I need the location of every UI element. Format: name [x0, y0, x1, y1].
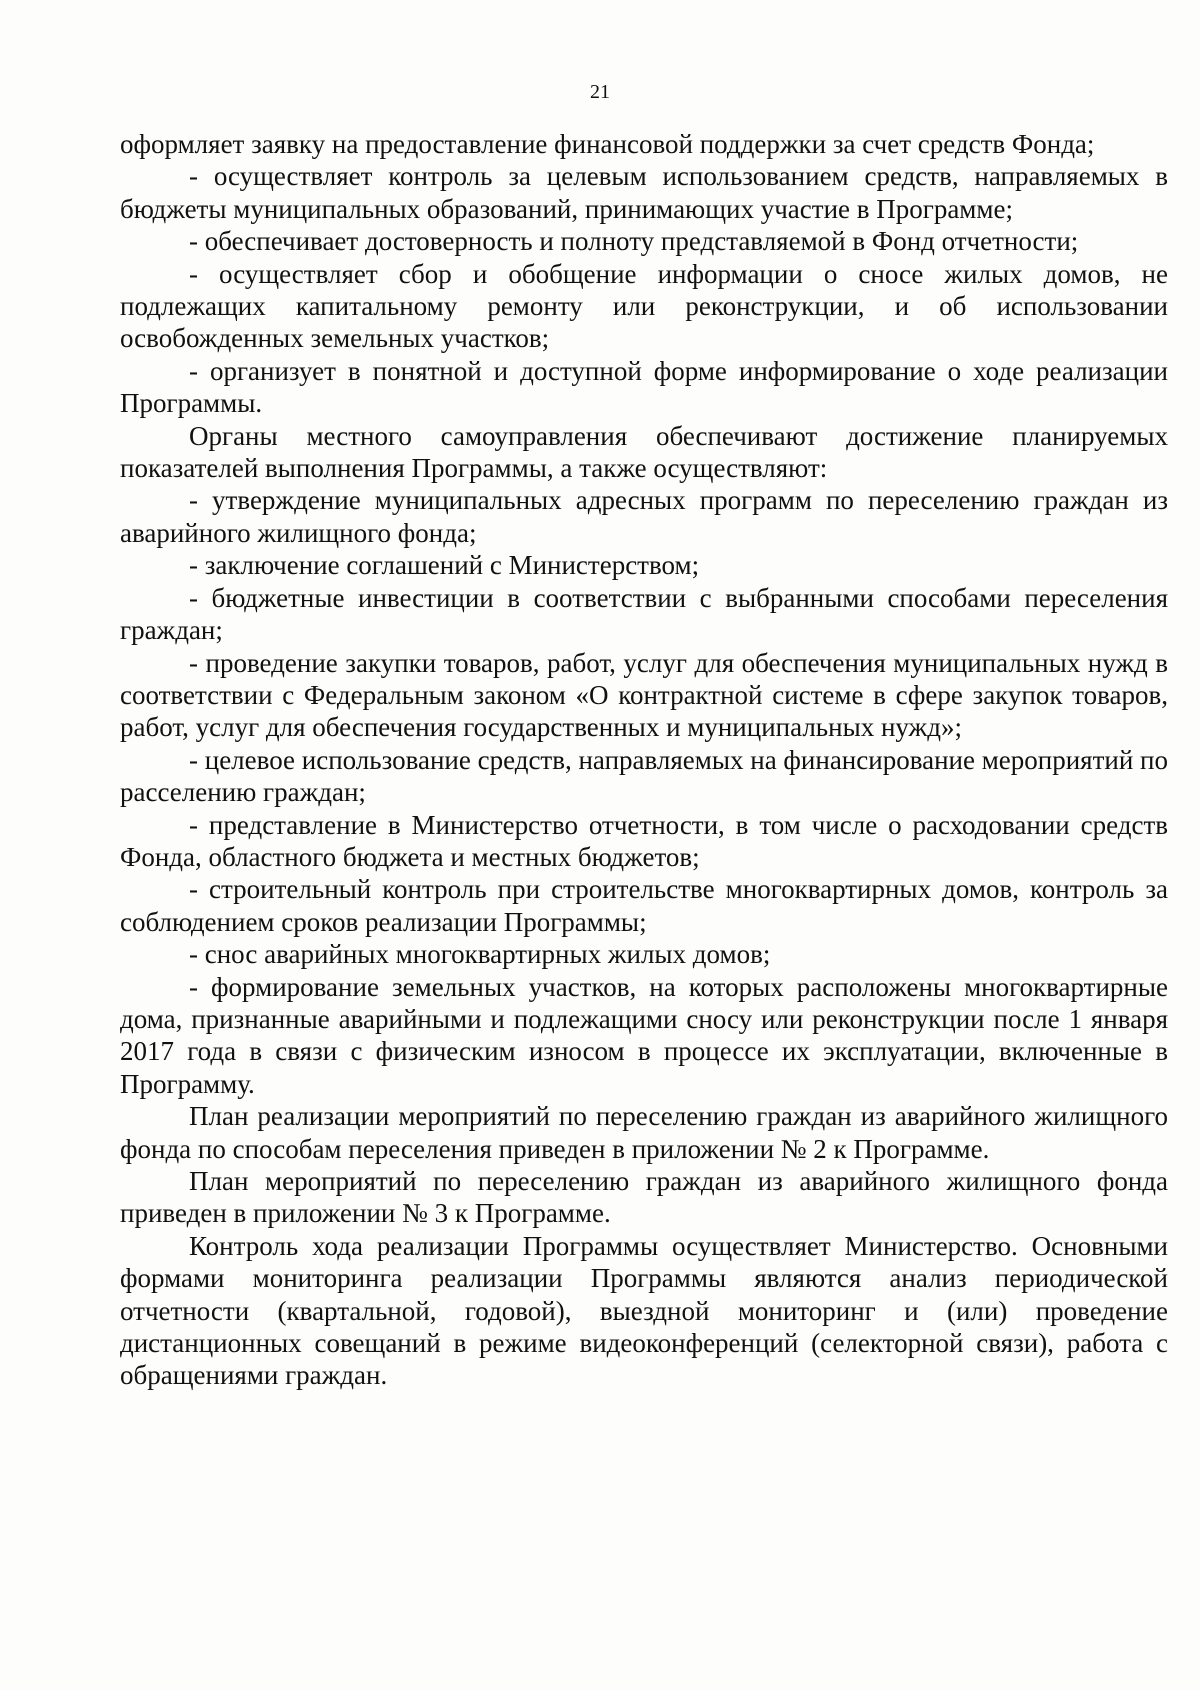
- paragraph-control-budget: - осуществляет контроль за целевым использованием средств, направляемых в бюджеты муниципальных образований, принимающих участие в Программе;: [120, 161, 1168, 224]
- paragraph-construction-control: - строительный контроль при строительстве многоквартирных домов, контроль за соблюдением сроков реализации Программы;: [120, 874, 1168, 937]
- paragraph-land-plots: - формирование земельных участков, на которых расположены многоквартирные дома, признанные аварийными и подлежащими сносу или реконструкции после 1 января 2017 года в связи с физическим износом в процессе их эксплуатации, включенные в Программу.: [120, 971, 1168, 1099]
- paragraph-budget-investments: - бюджетные инвестиции в соответствии с выбранными способами переселения граждан;: [120, 582, 1168, 646]
- paragraph-targeted-use: - целевое использование средств, направляемых на финансирование мероприятий по расселению граждан;: [120, 744, 1168, 808]
- paragraph-procurement: - проведение закупки товаров, работ, услуг для обеспечения муниципальных нужд в соответствии с Федеральным законом «О контрактной системе в сфере закупок товаров, работ, услуг для обеспечения государственных и муниципальных нужд»;: [120, 647, 1168, 743]
- paragraph-demolition-info: - осуществляет сбор и обобщение информации о сносе жилых домов, не подлежащих капитальному ремонту или реконструкции, и об использовании освобожденных земельных участков;: [120, 258, 1168, 354]
- paragraph-approve-programs: - утверждение муниципальных адресных программ по переселению граждан из аварийного жилищного фонда;: [120, 485, 1168, 548]
- paragraph-demolition: - снос аварийных многоквартирных жилых домов;: [189, 939, 771, 970]
- paragraph-plan-appendix-3: План мероприятий по переселению граждан из аварийного жилищного фонда приведен в приложении № 3 к Программе.: [120, 1166, 1168, 1229]
- document-body: [120, 128, 1168, 1392]
- paragraph-local-government: Органы местного самоуправления обеспечивают достижение планируемых показателей выполнения Программы, а также осуществляют:: [120, 420, 1168, 484]
- page-number: 21: [590, 81, 610, 103]
- paragraph-plan-appendix-2: План реализации мероприятий по переселению граждан из аварийного жилищного фонда по способам переселения приведен в приложении № 2 к Программе.: [120, 1101, 1168, 1164]
- paragraph-public-informing: - организует в понятной и доступной форме информирование о ходе реализации Программы.: [120, 355, 1168, 419]
- paragraph-reporting-accuracy: - обеспечивает достоверность и полноту представляемой в Фонд отчетности;: [189, 226, 1079, 257]
- paragraph-reporting-ministry: - представление в Министерство отчетности, в том числе о расходовании средств Фонда, областного бюджета и местных бюджетов;: [120, 809, 1168, 872]
- paragraph-agreements: - заключение соглашений с Министерством;: [189, 550, 700, 581]
- paragraph-continuation: оформляет заявку на предоставление финансовой поддержки за счет средств Фонда;: [120, 129, 1095, 159]
- paragraph-monitoring: Контроль хода реализации Программы осуществляет Министерство. Основными формами мониторинга реализации Программы являются анализ периодической отчетности (квартальной, годовой), выездной мониторинг и (или) проведение дистанционных совещаний в режиме видеоконференций (селекторной связи), работа с обращениями граждан.: [120, 1230, 1168, 1391]
